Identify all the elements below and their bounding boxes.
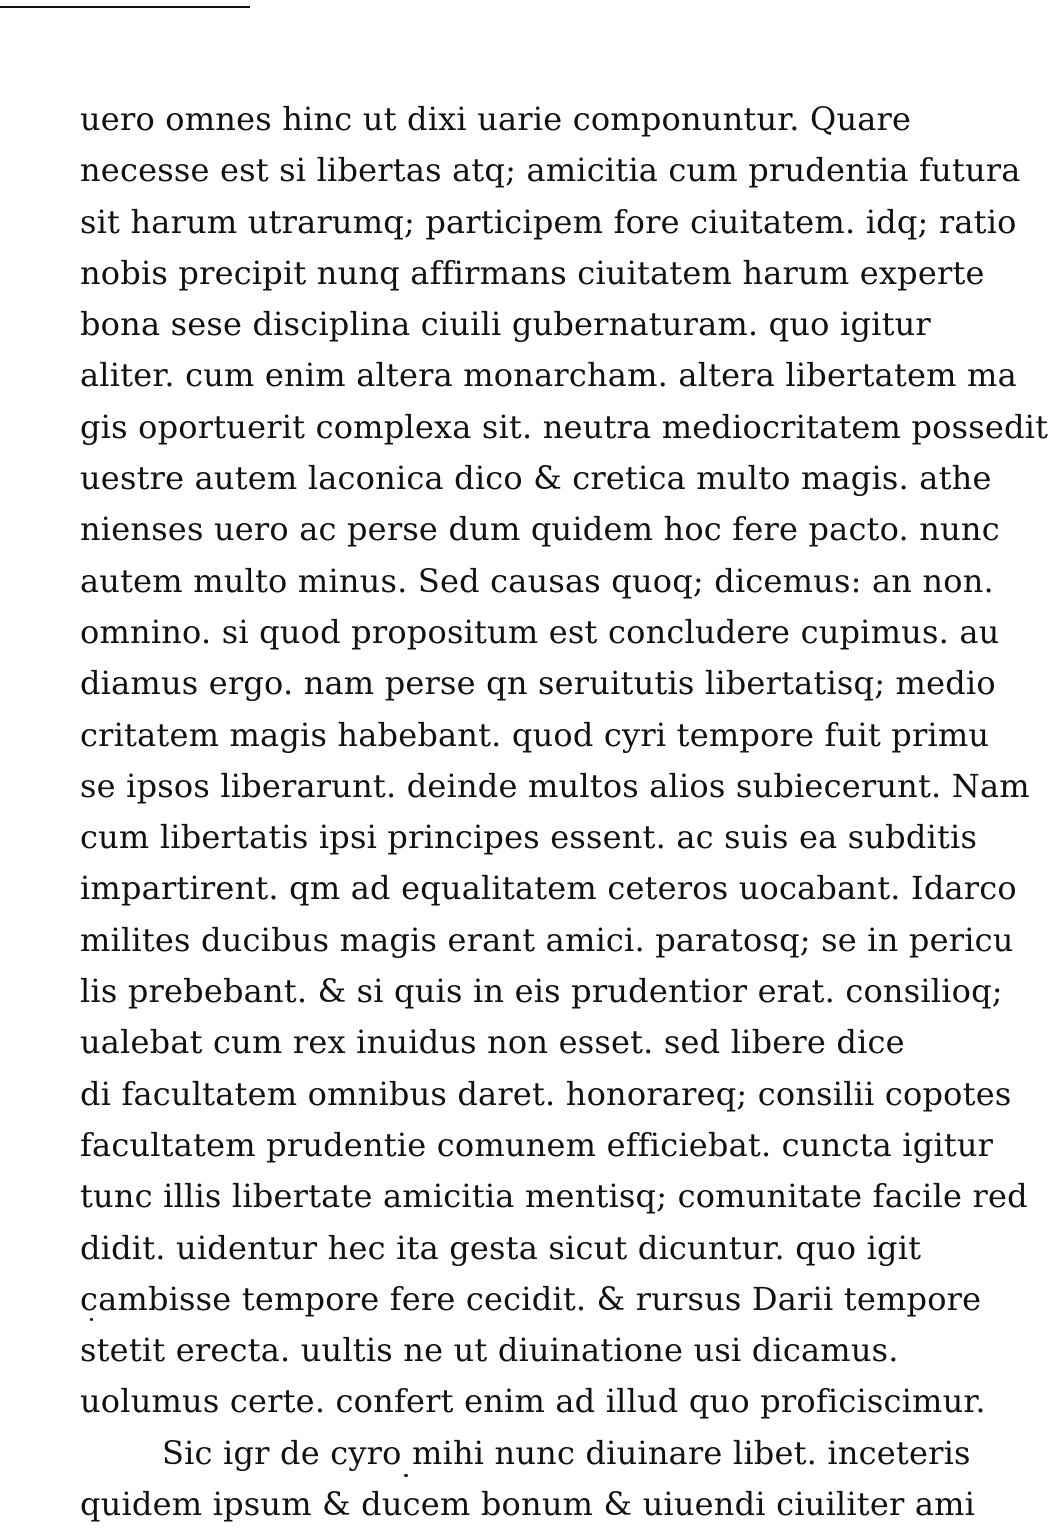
manuscript-line: di facultatem omnibus daret. honorareq; consilii copotes [80,1074,1012,1113]
manuscript-line: necesse est si libertas atq; amicitia cum prudentia futura [80,151,1021,190]
manuscript-line: se ipsos liberarunt. deinde multos alios subiecerunt. Nam [80,766,1030,805]
manuscript-line: cambisse tempore fere cecidit. & rursus Darii tempore [80,1279,982,1318]
manuscript-line: Sic igr de cyro mihi nunc diuinare libet. inceteris [162,1433,971,1472]
manuscript-line: uolumus certe. confert enim ad illud quo proficiscimur. [80,1382,986,1421]
manuscript-line: aliter. cum enim altera monarcham. altera libertatem ma [80,356,1017,395]
manuscript-line: nobis precipit nunq affirmans ciuitatem harum experte [80,253,985,292]
manuscript-line: gis oportuerit complexa sit. neutra mediocritatem possedit [80,407,1048,446]
margin-dot [90,1318,93,1321]
manuscript-line: milites ducibus magis erant amici. paratosq; se in pericu [80,920,1014,959]
ink-speck [404,1474,408,1477]
manuscript-line: autem multo minus. Sed causas quoq; dicemus: an non. [80,561,994,600]
manuscript-line: nienses uero ac perse dum quidem hoc fere pacto. nunc [80,510,1000,549]
manuscript-line: bona sese disciplina ciuili gubernaturam. quo igitur [80,305,931,344]
manuscript-line: uero omnes hinc ut dixi uarie componuntur. Quare [80,100,912,138]
manuscript-line: lis prebebant. & si quis in eis prudentior erat. consilioq; [80,972,1003,1011]
manuscript-line: omnino. si quod propositum est concludere cupimus. au [80,612,1000,651]
manuscript-line: impartirent. qm ad equalitatem ceteros uocabant. Idarco [80,869,1017,908]
manuscript-line: critatem magis habebant. quod cyri tempore fuit primu [80,715,990,754]
manuscript-line: sit harum utrarumq; participem fore ciuitatem. idq; ratio [80,202,1017,241]
manuscript-line: tunc illis libertate amicitia mentisq; comunitate facile red [80,1177,1028,1216]
manuscript-line: cum libertatis ipsi principes essent. ac suis ea subditis [80,818,978,857]
manuscript-page [80,94,1048,1530]
manuscript-line: ualebat cum rex inuidus non esset. sed libere dice [80,1023,905,1062]
manuscript-line: facultatem prudentie comunem efficiebat. cuncta igitur [80,1125,994,1164]
manuscript-line: stetit erecta. uultis ne ut diuinatione usi dicamus. [80,1331,899,1370]
manuscript-line: quidem ipsum & ducem bonum & uiuendi ciuiliter ami [80,1485,976,1524]
manuscript-line: uestre autem laconica dico & cretica multo magis. athe [80,459,992,498]
top-rule [0,6,250,8]
manuscript-line: didit. uidentur hec ita gesta sicut dicuntur. quo igit [80,1228,922,1267]
manuscript-line: diamus ergo. nam perse qn seruitutis libertatisq; medio [80,664,996,703]
